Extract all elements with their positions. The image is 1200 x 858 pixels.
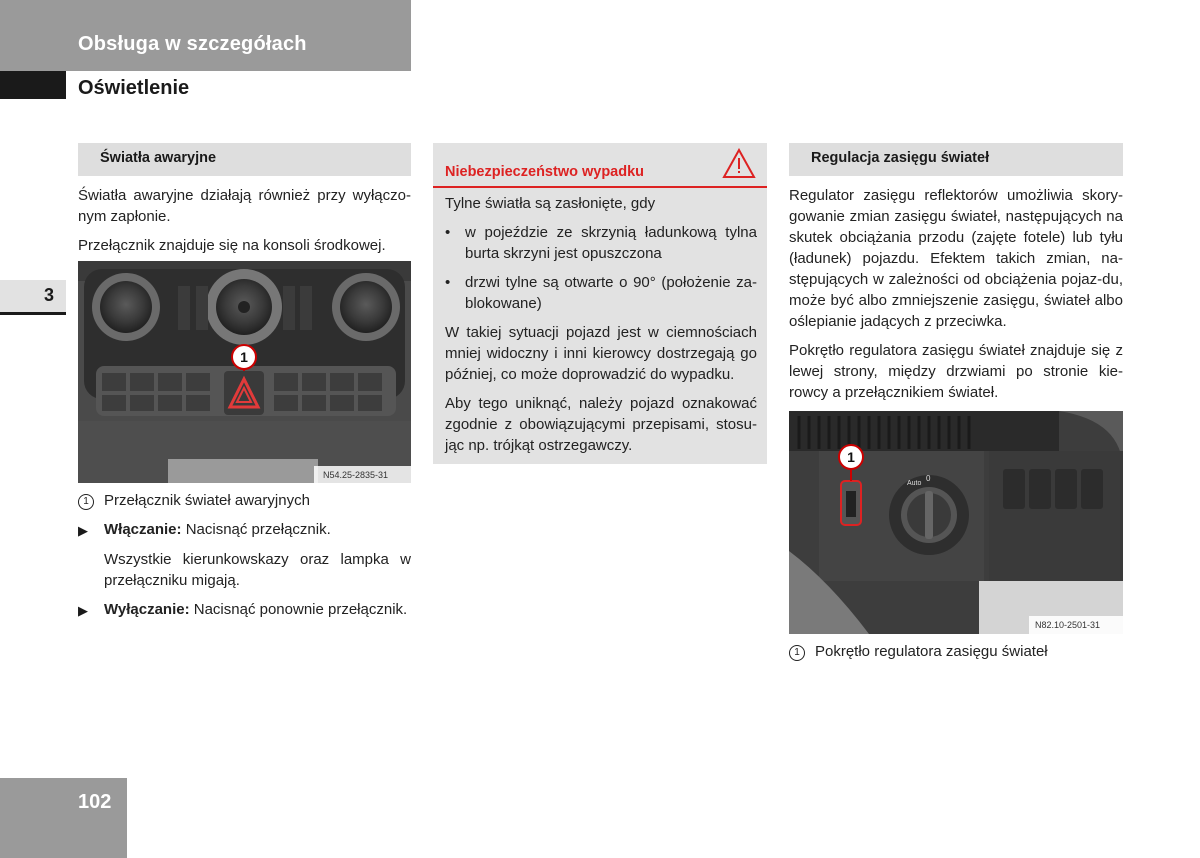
warning-p3: Aby tego uniknąć, należy pojazd oznakować zgodnie z obowiązującymi przepisami, stosu-jąc np. trójkąt ostrzegawczy. [445, 395, 757, 454]
legend-text: Przełącznik świateł awaryjnych [104, 492, 310, 509]
auto-label: Auto [907, 480, 922, 487]
warning-triangle-icon [722, 148, 756, 180]
hazard-lights-heading: Światła awaryjne [78, 143, 411, 176]
hazard-p1: Światła awaryjne działają również przy wyłączo-nym zapłonie. [78, 187, 411, 225]
hazard-lights-text [78, 185, 411, 264]
zero-label: 0 [926, 474, 931, 483]
legend-text: Pokrętło regulatora zasięgu świateł [815, 643, 1048, 660]
headlamp-range-text [789, 185, 1123, 411]
step-on-label: Włączanie: [104, 521, 182, 538]
hazard-callout-number: 1 [240, 349, 248, 365]
range-callout-number: 1 [847, 449, 855, 465]
legend-number: 1 [78, 494, 94, 510]
console-image [78, 261, 411, 483]
range-p1: Regulator zasięgu reflektorów umożliwia skory-gowanie zmian zasięgu świateł, następujących na skutek obciążania przodu (zajęte fotele) lub tyłu (ładunek) pojazdu. Efektem takich zmian, na-stępujących w zależności od obciążenia pojaz-du, może być albo zmniejszenie zasięgu, świateł albo oślepianie jadących z przeciwka. [789, 187, 1123, 330]
warning-bullet: • drzwi tylne są otwarte o 90° (położenie za-blokowane) [445, 274, 757, 312]
chapter-tab-number: 3 [44, 285, 55, 305]
range-legend [789, 641, 1123, 662]
section-marker [0, 71, 66, 99]
step-note [78, 549, 411, 591]
chapter-tab [0, 280, 66, 315]
section-title: Oświetlenie [78, 77, 190, 99]
chapter-title: Obsługa w szczegółach [78, 33, 307, 55]
hazard-p2: Przełącznik znajduje się na konsoli środkowej. [78, 237, 386, 254]
page-number-box [0, 778, 127, 858]
step-arrow-icon: ▶ [78, 603, 88, 618]
step-switch-off [78, 599, 411, 621]
step-note-text: Wszystkie kierunkowskazy oraz lampka w przełączniku migają. [104, 551, 411, 589]
warning-p2: W takiej sytuacji pojazd jest w ciemnościach mniej widoczny i inni kierowcy dostrzegają go później, co może doprowadzić do wypadku. [445, 324, 757, 383]
hazard-steps [78, 519, 411, 621]
page-number: 102 [78, 791, 112, 813]
warning-body [445, 193, 757, 464]
console-photo [78, 261, 411, 483]
step-off-label: Wyłączanie: [104, 601, 190, 618]
bullet-text: w pojeździe ze skrzynią ładunkową tylna burta skrzyni jest opuszczona [465, 224, 757, 262]
step-off-text: Nacisnąć ponownie przełącznik. [189, 601, 408, 618]
console-image-code: N54.25-2835-31 [323, 470, 389, 480]
step-on-text: Nacisnąć przełącznik. [181, 521, 331, 538]
warning-bullet: • w pojeździe ze skrzynią ładunkową tylna burta skrzyni jest opuszczona [445, 224, 757, 262]
dashboard-photo [789, 411, 1123, 634]
legend-number: 1 [789, 645, 805, 661]
dashboard-image [789, 411, 1123, 634]
step-switch-on [78, 519, 411, 541]
hazard-legend [78, 490, 411, 511]
range-p2: Pokrętło regulatora zasięgu świateł znajduje się z lewej strony, między drzwiami po stronie kie-rowcy a przełącznikiem świateł. [789, 342, 1123, 401]
step-arrow-icon: ▶ [78, 523, 88, 538]
dashboard-image-code: N82.10-2501-31 [1035, 620, 1101, 630]
warning-title: Niebezpieczeństwo wypadku [445, 164, 645, 180]
warning-intro: Tylne światła są zasłonięte, gdy [445, 195, 656, 212]
headlamp-range-heading: Regulacja zasięgu świateł [789, 143, 1123, 176]
bullet-text: drzwi tylne są otwarte o 90° (położenie za-blokowane) [465, 274, 757, 312]
